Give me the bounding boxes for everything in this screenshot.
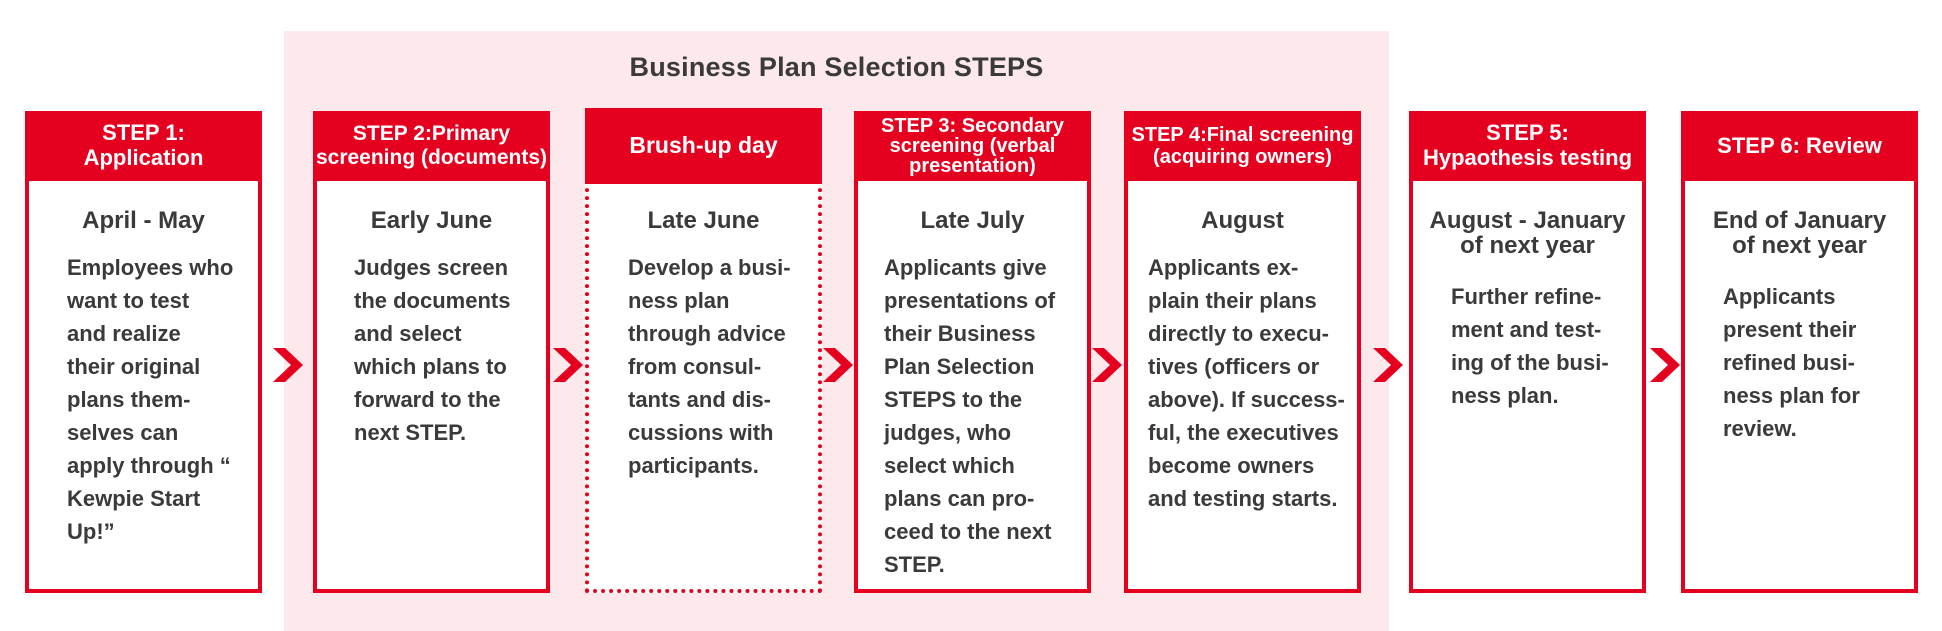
step-3-header: STEP 3: Secondary screening (verbal presentation) xyxy=(854,111,1091,181)
step-5-header: STEP 5: Hypaothesis testing xyxy=(1409,111,1646,181)
step-1-date: April - May xyxy=(82,207,205,234)
step-3-description: Applicants give presentations of their Business Plan Selection STEPS to the judges, who select which plans can pro- ceed to the next STEP. xyxy=(884,255,1056,577)
diagram-title: Business Plan Selection STEPS xyxy=(629,52,1044,82)
step-4-date: August xyxy=(1201,207,1284,234)
step-5-date: August - January of next year xyxy=(1429,207,1626,260)
step-1-box xyxy=(25,111,262,593)
brush-up-day-description: Develop a busi- ness plan through advice from consul- tants and dis- cussions with participants. xyxy=(628,255,791,478)
chevron-right-icon xyxy=(553,348,583,382)
chevron-right-icon xyxy=(1092,348,1122,382)
step-5-box xyxy=(1409,111,1646,593)
step-6-description: Applicants present their refined busi- ness plan for review. xyxy=(1723,284,1860,441)
step-4-header: STEP 4:Final screening (acquiring owners) xyxy=(1124,111,1361,181)
step-2-description: Judges screen the documents and select which plans to forward to the next STEP. xyxy=(354,255,511,445)
step-5-description: Further refine- ment and test- ing of the busi- ness plan. xyxy=(1451,284,1609,408)
step-4-description: Applicants ex- plain their plans directly to execu- tives (officers or above). If success- ful, the executives become owners and testing starts. xyxy=(1148,255,1345,511)
step-2-date: Early June xyxy=(370,207,493,234)
brush-up-day-header: Brush-up day xyxy=(585,108,822,184)
step-6-box xyxy=(1681,111,1918,593)
step-2-box xyxy=(313,111,550,593)
brush-up-day-date: Late June xyxy=(647,207,760,234)
step-2-header: STEP 2:Primary screening (documents) xyxy=(313,111,550,181)
chevron-right-icon xyxy=(273,348,303,382)
brush-up-day-box xyxy=(585,108,822,593)
step-1-description: Employees who want to test and realize their original plans them- selves can apply through “ Kewpie Start Up!” xyxy=(67,255,234,544)
step-3-date: Late July xyxy=(920,207,1025,234)
step-4-box xyxy=(1124,111,1361,593)
step-3-box xyxy=(854,111,1091,593)
step-6-header: STEP 6: Review xyxy=(1681,111,1918,181)
step-1-header: STEP 1: Application xyxy=(25,111,262,181)
chevron-right-icon xyxy=(1650,348,1680,382)
chevron-right-icon xyxy=(823,348,853,382)
step-6-date: End of January of next year xyxy=(1712,207,1887,260)
chevron-right-icon xyxy=(1373,348,1403,382)
